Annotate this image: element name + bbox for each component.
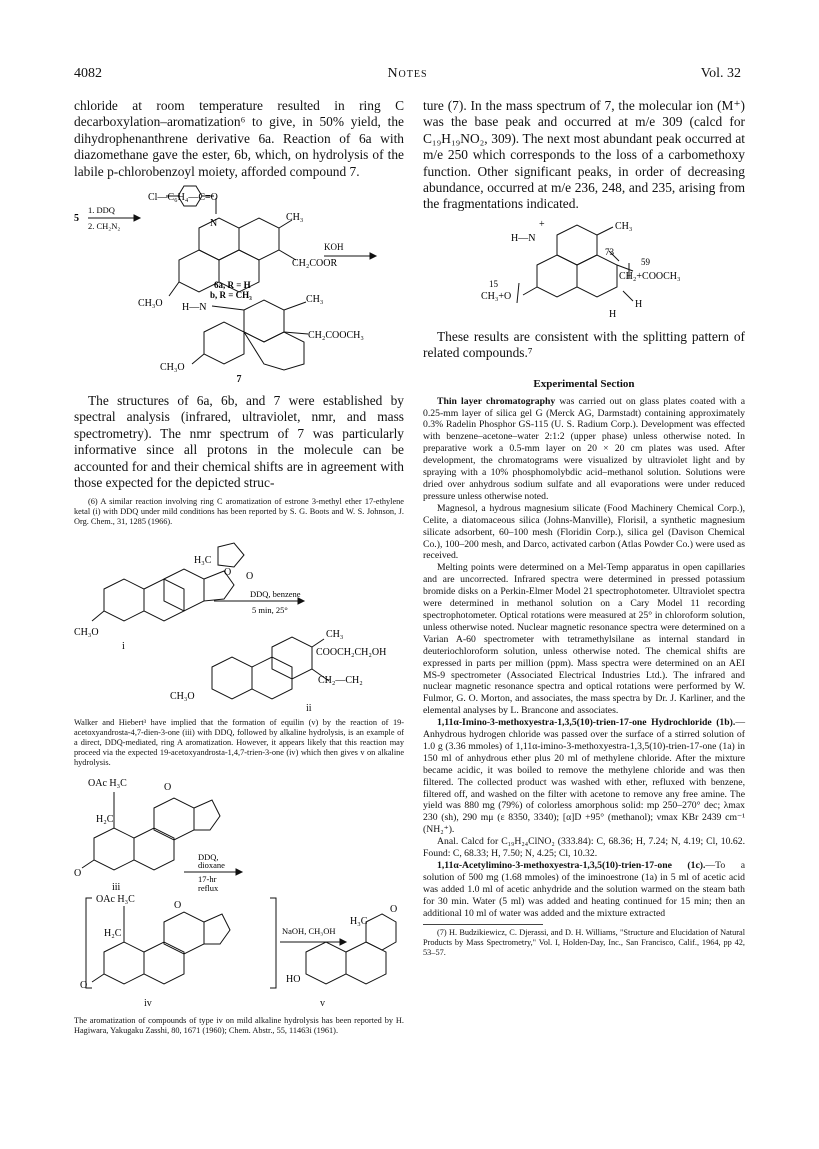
paragraph: Magnesol, a hydrous magnesium silicate (Food Machinery Chemical Corp.), Celite, a diatomaceous silica (Johns-Manville), Florisil, a synthetic magnesium silicate adsorbent, 60–100 mesh (Floridin Corp.), silica gel (Davison Chemical Co.), 100–200 mesh, and Darco, activated carbon (Atlas Powder Co.) were used as received. (423, 502, 745, 562)
compound-heading: 1,11α-Acetylimino-3-methoxyestra-1,3,5(10)-trien-17-one (1c). (437, 860, 706, 871)
reagent-label: 2. CH₂N₂ (88, 221, 121, 232)
footnote: (7) H. Budzikiewicz, C. Djerassi, and D. H. Williams, "Structure and Elucidation of Natural Products by Mass Spectrometry," Vol. I, Holden-Day, Inc., San Francisco, Calif., 1964, pp 42, 53–57. (423, 927, 745, 957)
compound-label: i (122, 641, 125, 653)
atom-label: N (210, 218, 218, 230)
reagent-label: 1. DDQ (88, 205, 115, 216)
substituent-label: HO (286, 974, 301, 986)
substituent-label: H₂C (96, 814, 114, 826)
atom-label: H—N (511, 232, 536, 244)
compound-label: b, R = CH₃ (210, 290, 252, 301)
paragraph (423, 717, 745, 836)
compound-label: 6a, R = H (214, 280, 251, 291)
section-heading: Experimental Section (533, 377, 635, 390)
scheme-6-to-7 (74, 184, 404, 372)
substituent-label: H₃C (194, 555, 212, 567)
fragment-mass: 15 (489, 278, 498, 289)
substituent-label: CH₂COOCH₃ (308, 330, 364, 342)
note: The aromatization of compounds of type iv on mild alkaline hydrolysis has been reported by H. Hagiwara, Yakugaku Zasshi, 80, 1671 (1960); Chem. Abstr., 55, 11463i (1961). (74, 1016, 404, 1036)
right-column (423, 98, 745, 958)
compound-label: iv (144, 998, 152, 1010)
fragment-mass: 59 (641, 256, 650, 267)
paragraph-text: —To a solution of 500 mg (1.68 mmoles) of the iminoestrone (1a) in 5 ml of acetic acid was added 1.0 ml of acetic anhydride and the solution warmed on the steam bath for 30 min. Water (5 ml) was added and heating continued for 15 min; then an additional 10 ml of water was added and the mixture extracted (423, 860, 746, 919)
fragment-mass: 73 (605, 246, 614, 257)
atom-label: H (609, 308, 617, 320)
substituent-label: CH₃O (138, 298, 163, 310)
substituent-label: CH₃O (160, 362, 185, 373)
reagent-label: DDQ, benzene (250, 589, 301, 600)
compound-number: 5 (74, 213, 79, 225)
reagent-label: DDQ, (198, 852, 219, 863)
substituent-label: CH₃+O (481, 290, 512, 302)
condition-label: 17-hr (198, 874, 217, 885)
substituent-label: CH₂COOR (292, 258, 338, 270)
charge-label: + (539, 218, 545, 230)
scheme-ring-c-aromatization (74, 531, 404, 701)
paragraph (423, 396, 745, 503)
condition-label: reflux (198, 883, 219, 894)
substituent-label: CH₂+COOCH₃ (619, 270, 681, 282)
paragraph: ture (7). In the mass spectrum of 7, the molecular ion (M⁺) was the base peak and occurred at m/e 309 (calcd for C₁₉H₁₉NO₂, 309). The next most abundant peak occurred at m/e 250 which corresponds to the loss of a carbomethoxy function. Other significant peaks, in order of decreasing abundance, occurred at m/e 236, 248, and 235, arising from the fragmentations indicated. (423, 98, 745, 212)
running-header (74, 66, 741, 86)
substituent-label: OAc H₃C (88, 778, 127, 790)
reagent-label: NaOH, CH₃OH (282, 926, 336, 937)
atom-label: H—N (182, 302, 207, 314)
paragraph: The structures of 6a, 6b, and 7 were established by spectral analysis (infrared, ultraviolet, nmr, and mass spectrometry). The nmr spectrum of 7 was particularly informative since all protons in the molecule can be accounted for and their chemical shifts are in agreement with those expected for the depicted struc- (74, 393, 404, 491)
reagent-label: KOH (324, 242, 344, 253)
paragraph-text: was carried out on glass plates coated with a 0.25-mm layer of silica gel G (Merck AG, Darmstadt) containing approximately 0.3% Radelin Phosphor GS-115 (U. S. Radium Corp.). Development was effected with benzene–acetone–water 2:1:2 (upper phase) unless otherwise noted. In preparative work a 0.5-mm layer on 20 × 20 cm plates was used. After development, the chromatograms were visualized by ultraviolet light and by spraying with a 10% phosphomolybdic acid–methanol solution. Solutions were dried over anhydrous sodium sulfate and all evaporations were under reduced pressure unless otherwise noted. (423, 395, 745, 502)
substituent-label: CH₃ (306, 294, 324, 306)
substituent-label: CH₃O (74, 627, 99, 639)
atom-label: O (74, 868, 82, 880)
atom-label: O (246, 571, 254, 583)
footnote: (6) A similar reaction involving ring C aromatization of estrone 3-methyl ether 17-ethylene ketal (i) with DDQ under mild conditions has been reported by S. G. Boots and W. S. Johnson, J. Org. Chem., 31, 1285 (1966). (74, 497, 404, 527)
compound-label: ii (306, 703, 312, 715)
substituent-label: COOCH₂CH₂OH (316, 647, 387, 659)
substituent-label: CH₃ (326, 629, 344, 641)
paragraph: These results are consistent with the splitting pattern of related compounds.⁷ (423, 328, 745, 361)
paragraph: Melting points were determined on a Mel-Temp apparatus in open capillaries and are uncorrected. Infrared spectra were determined in pressed potassium bromide disks on a Perkin-Elmer Model 21 spectrophotometer. Ultraviolet spectra were determined in methanol solution on a Cary Model 11 recording spectrophotometer. Optical rotations were measured at 25° in chloroform solution, unless otherwise noted. Nuclear magnetic resonance spectra were determined on a Varian A-60 spectrometer with tetramethylsilane as internal standard in deuteriochloroform solution, unless otherwise noted. The chemical shifts are expressed in parts per million (ppm). Mass spectra were determined on an AEI MS-9 spectrometer (Associated Electrical Industries Ltd.). The infrared and nuclear magnetic resonance spectra and optical rotations were performed by W. Fulmor, G. O. Morton, and associates, the mass spectra by Dr. J. Karliner, and the elemental analyses by L. Brancone and associates. (423, 562, 745, 717)
atom-label: H (635, 298, 643, 310)
compound-label: 7 (236, 374, 242, 386)
mass-fragmentation-figure (423, 217, 745, 321)
aroyl-group-label: Cl—C₆H₄—C=O (148, 192, 218, 204)
substituent-label: CH₃O (170, 691, 195, 702)
page-number: 4082 (74, 66, 102, 81)
substituent-label: CH₃ (615, 220, 633, 232)
paragraph (423, 860, 745, 920)
compound-heading: 1,11α-Imino-3-methoxyestra-1,3,5(10)-trien-17-one Hydrochloride (1b). (437, 717, 736, 729)
note: Walker and Hiebert³ have implied that the formation of equilin (v) by the reaction of 19-acetoxyandrosta-4,7-dien-3-one (iii) with DDQ, followed by alkaline hydrolysis, is an example of a direct, DDQ-mediated, ring A aromatization. However, it appears likely that this reaction may proceed via the expected 19-acetoxyandrosta-1,4,7-trien-3-one (iv) which then gives v on alkaline hydrolysis. (74, 718, 404, 768)
volume-label: Vol. 32 (700, 66, 741, 81)
atom-label: O (164, 782, 172, 794)
atom-label: O (224, 567, 232, 579)
compound-label: iii (112, 882, 121, 894)
substituent-label: CH₃ (286, 212, 304, 224)
run-in-heading: Thin layer chromatography (437, 395, 556, 407)
journal-section: Notes (387, 66, 428, 81)
paragraph: chloride at room temperature resulted in ring C decarboxylation–aromatization⁶ to give, in 50% yield, the dihydrophenanthrene derivative 6a. Reaction of 6a with diazomethane gave the ester, 6b, which, on hydrolysis of the labile p-chlorobenzoyl moiety, afforded compound 7. (74, 98, 404, 179)
reagent-label: dioxane (198, 860, 225, 871)
substituent-label: OAc H₃C (96, 894, 135, 906)
atom-label: O (80, 980, 88, 992)
atom-label: O (174, 900, 182, 912)
footnote-rule (423, 924, 543, 925)
substituent-label: H₂C (104, 928, 122, 940)
analysis: Anal. Calcd for C₁₉H₂₄ClNO₂ (333.84): C, 68.36; H, 7.24; N, 4.19; Cl, 10.62. Found: C, 68.33; H, 7.50; N, 4.25; Cl, 10.32. (423, 836, 745, 860)
substituent-label: CH₂—CH₂ (318, 675, 363, 687)
substituent-label: H₃C (350, 916, 368, 928)
scheme-equilin (74, 772, 404, 998)
paragraph-text: —Anhydrous hydrogen chloride was passed over the surface of a stirred solution of 1.0 g (3.36 mmoles) of 1,11α-imino-3-methoxyestra-1,3,5(10)-trien-17-one (1a) in 150 ml of anhydrous ether plus 20 ml of methylene chloride. After the mixture became acidic, it was boiled to remove the methylene chloride and was then filtered. The collected product was washed with ether, refluxed with benzene, filtered off, and washed on the filter with acetone to remove any free amine. The yield was 880 mg (79%) of colorless amorphous solid: mp 250–270° dec; λmax 230 (sh), 290 mμ (ε 8350, 3340); [α]D +95° (methanol); νmax KBr 2439 cm⁻¹ (NH₂⁺). (423, 717, 745, 836)
condition-label: 5 min, 25° (252, 605, 288, 616)
atom-label: O (390, 904, 398, 916)
left-column (74, 98, 404, 1036)
compound-label: v (320, 998, 325, 1010)
